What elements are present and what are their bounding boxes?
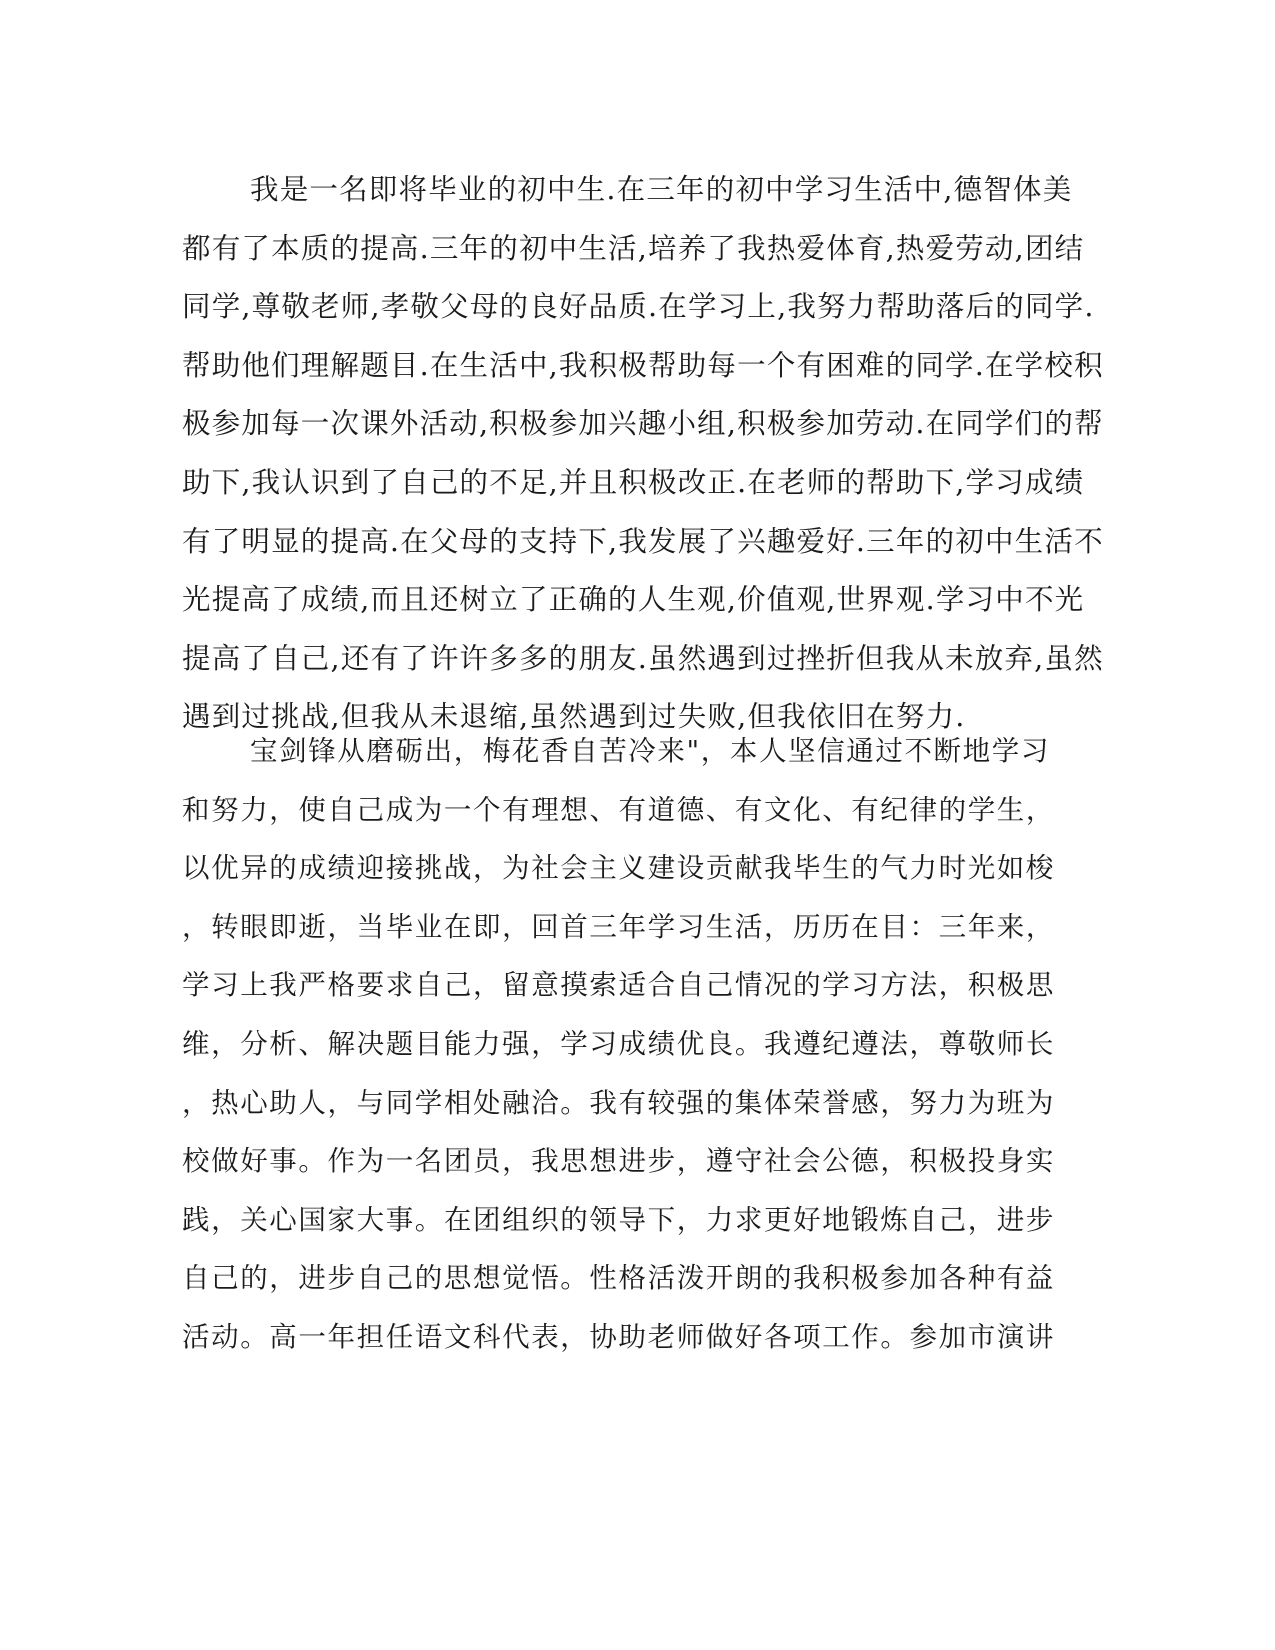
text-line: 以优异的成绩迎接挑战，为社会主义建设贡献我毕生的气力时光如梭: [182, 852, 1055, 885]
text-line: 遇到过挑战,但我从未退缩,虽然遇到过失败,但我依旧在努力.: [182, 700, 966, 734]
text-line: 宝剑锋从磨砺出，梅花香自苦冷来"，本人坚信通过不断地学习: [250, 735, 1050, 767]
text-line: 我是一名即将毕业的初中生.在三年的初中学习生活中,德智体美: [250, 173, 1073, 206]
text-line: ，热心助人，与同学相处融洽。我有较强的集体荣誉感，努力为班为: [182, 1086, 1055, 1119]
text-line: 都有了本质的提高.三年的初中生活,培养了我热爱体育,热爱劳动,团结: [182, 231, 1085, 265]
paragraph-1: [182, 161, 1104, 747]
text-line: 帮助他们理解题目.在生活中,我积极帮助每一个有困难的同学.在学校积: [182, 348, 1104, 382]
text-line: 同学,尊敬老师,孝敬父母的良好品质.在学习上,我努力帮助落后的同学.: [182, 290, 1095, 324]
text-line: 提高了自己,还有了许许多多的朋友.虽然遇到过挫折但我从未放弃,虽然: [182, 641, 1104, 675]
text-line: 有了明显的提高.在父母的支持下,我发展了兴趣爱好.三年的初中生活不: [182, 524, 1104, 558]
text-line: 光提高了成绩,而且还树立了正确的人生观,价值观,世界观.学习中不光: [182, 583, 1085, 617]
text-line: 校做好事。作为一名团员，我思想进步，遵守社会公德，积极投身实: [182, 1145, 1055, 1178]
text-line: 助下,我认识到了自己的不足,并且积极改正.在老师的帮助下,学习成绩: [182, 465, 1085, 499]
text-line: 维，分析、解决题目能力强，学习成绩优良。我遵纪遵法，尊敬师长: [182, 1027, 1055, 1060]
text-line: 极参加每一次课外活动,积极参加兴趣小组,积极参加劳动.在同学们的帮: [182, 407, 1104, 441]
text-line: ，转眼即逝，当毕业在即，回首三年学习生活，历历在目：三年来，: [182, 910, 1055, 943]
text-line: 践，关心国家大事。在团组织的领导下，力求更好地锻炼自己，进步: [182, 1203, 1055, 1236]
text-line: 学习上我严格要求自己，留意摸索适合自己情况的学习方法，积极思: [182, 969, 1055, 1002]
text-line: 自己的，进步自己的思想觉悟。性格活泼开朗的我积极参加各种有益: [182, 1262, 1055, 1295]
paragraph-2: [182, 722, 1055, 1367]
text-line: 和努力，使自己成为一个有理想、有道德、有文化、有纪律的学生，: [182, 793, 1055, 826]
text-line: 活动。高一年担任语文科代表，协助老师做好各项工作。参加市演讲: [182, 1320, 1055, 1353]
